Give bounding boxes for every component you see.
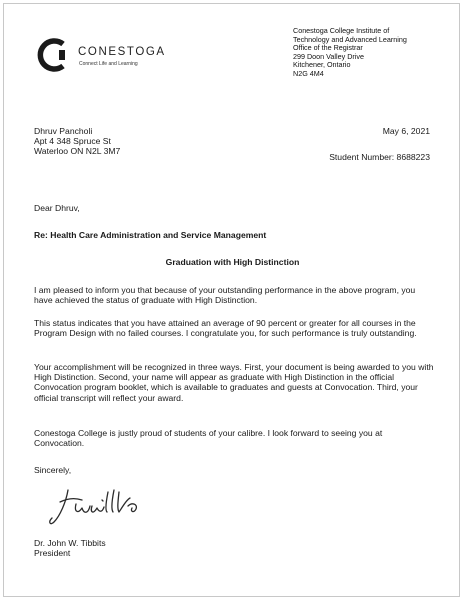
- body-paragraph: I am pleased to inform you that because of your outstanding performance in the above program, you have achieved the status of graduate with High Distinction.: [34, 285, 416, 306]
- handwritten-signature: [46, 482, 158, 532]
- letter-date: May 6, 2021: [382, 126, 430, 136]
- institution-line: N2G 4M4: [293, 68, 324, 78]
- student-number: Student Number: 8688223: [329, 152, 430, 162]
- logo-tagline: Connect Life and Learning: [79, 61, 138, 67]
- signer-title: President: [34, 548, 71, 559]
- institution-address: [293, 27, 458, 78]
- body-paragraph: Conestoga College is justly proud of students of your calibre. I look forward to seeing you at Convocation.: [34, 428, 383, 449]
- body-paragraph: Your accomplishment will be recognized in three ways. First, your document is being awarded to you with High Distinction. Second, your name will appear as graduate with High Distinction in the official Convocation program booklet, which is available to graduates and guests at Convocation. Third, your official transcript will reflect your award.: [34, 362, 434, 403]
- salutation: Dear Dhruv,: [34, 203, 80, 213]
- institution-line: Conestoga College Institute of: [293, 26, 390, 35]
- closing: Sincerely,: [34, 465, 72, 475]
- institution-line: Technology and Advanced Learning: [293, 34, 407, 44]
- recipient-city: Waterloo ON N2L 3M7: [34, 146, 121, 157]
- conestoga-c-logo-icon: [36, 38, 70, 72]
- institution-line: 299 Doon Valley Drive: [293, 51, 364, 61]
- recipient-address: [34, 126, 120, 157]
- recipient-street: Apt 4 348 Spruce St: [34, 136, 111, 147]
- institution-line: Kitchener, Ontario: [293, 60, 351, 69]
- body-paragraph: This status indicates that you have attained an average of 90 percent or greater for all courses in the Program Design with no failed courses. I congratulate you, for such performance is truly outstanding.: [34, 318, 417, 339]
- recipient-name: Dhruv Pancholi: [34, 126, 93, 136]
- signer-block: [34, 538, 106, 558]
- conestoga-logo: [36, 38, 186, 72]
- signer-name: Dr. John W. Tibbits: [34, 538, 106, 548]
- logo-name: CONESTOGA: [78, 46, 166, 58]
- re-line: Re: Health Care Administration and Service Management: [34, 230, 267, 240]
- institution-line: Office of the Registrar: [293, 43, 363, 52]
- letter-heading: Graduation with High Distinction: [165, 257, 300, 267]
